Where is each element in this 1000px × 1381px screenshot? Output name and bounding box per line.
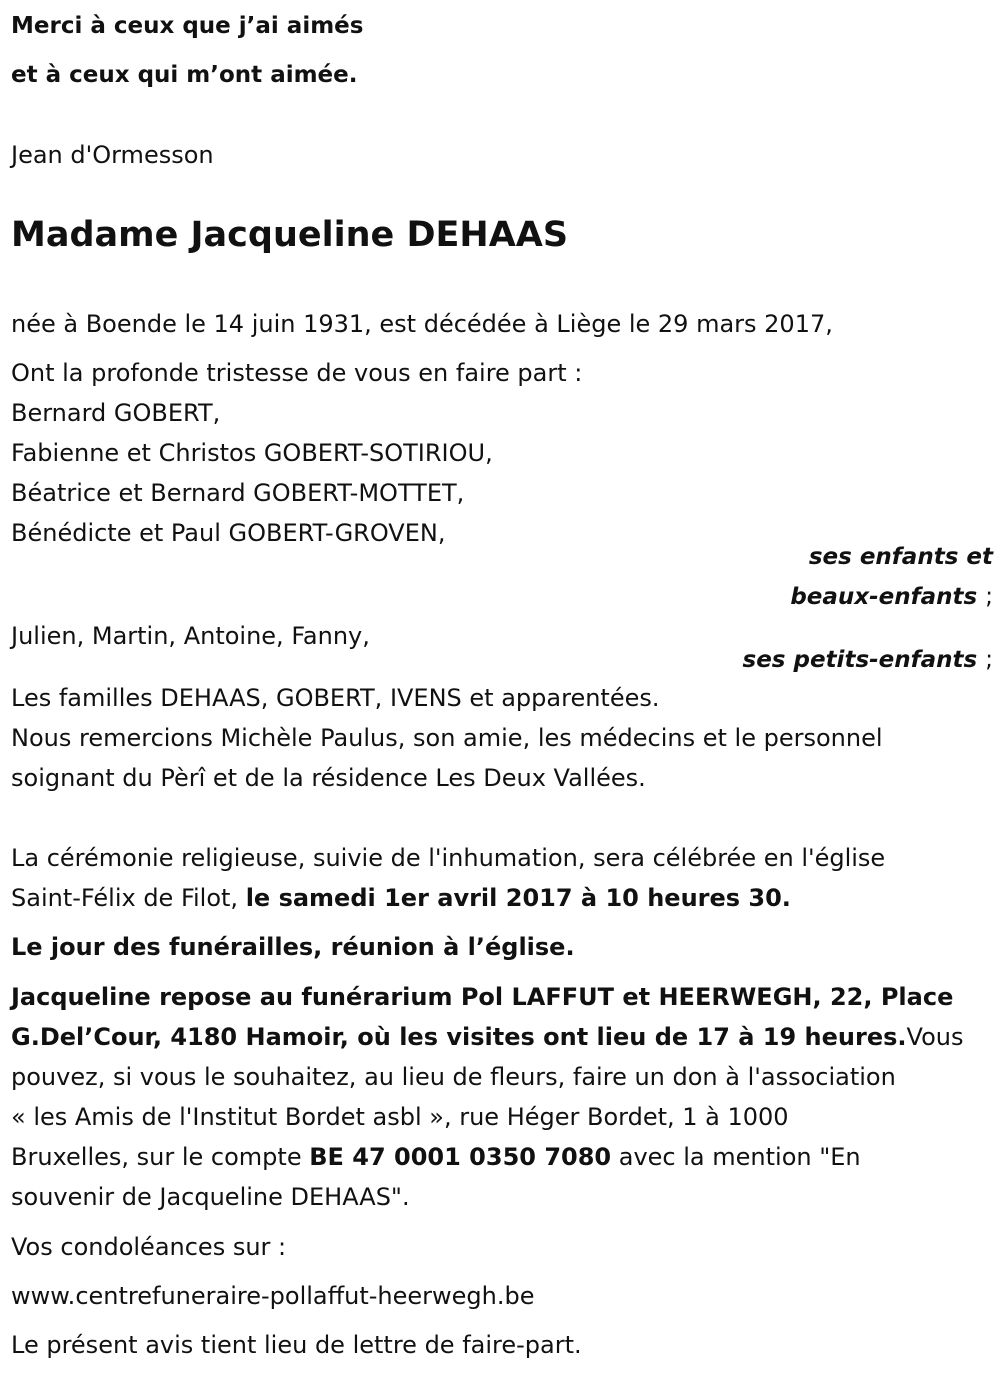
grandchildren-line: Julien, Martin, Antoine, Fanny, <box>11 622 370 650</box>
funeral-home-line-1 <box>11 982 953 1012</box>
children-role-line-1 <box>809 542 993 572</box>
role-semicolon: ; <box>985 584 993 610</box>
thanks-line-1: Nous remercions Michèle Paulus, son amie, les médecins et le personnel <box>11 724 883 752</box>
children-role-text-1: ses enfants et <box>808 544 993 570</box>
funeral-home-address: G.Del’Cour, 4180 Hamoir, où les visites ont lieu de 17 à 19 heures. <box>11 1023 907 1051</box>
donation-line-3 <box>11 1142 861 1172</box>
birth-death-line: née à Boende le 14 juin 1931, est décédée à Liège le 29 mars 2017, <box>11 310 833 338</box>
quote-line-2: et à ceux qui m’ont aimée. <box>11 62 358 88</box>
role-semicolon: ; <box>985 647 993 673</box>
bank-account: BE 47 0001 0350 7080 <box>309 1143 612 1171</box>
child-line: Bénédicte et Paul GOBERT-GROVEN, <box>11 519 446 547</box>
donation-line-1: pouvez, si vous le souhaitez, au lieu de fleurs, faire un don à l'association <box>11 1063 896 1091</box>
announcement-intro: Ont la profonde tristesse de vous en faire part : <box>11 359 583 387</box>
gathering-line <box>11 932 575 962</box>
donation-mention: avec la mention "En <box>611 1143 861 1171</box>
families-line: Les familles DEHAAS, GOBERT, IVENS et apparentées. <box>11 684 660 712</box>
donation-city: Bruxelles, sur le compte <box>11 1143 310 1171</box>
children-role-text-2: beaux-enfants <box>790 584 978 610</box>
ceremony-line-2 <box>11 883 791 913</box>
donation-line-2: « les Amis de l'Institut Bordet asbl », rue Héger Bordet, 1 à 1000 <box>11 1103 789 1131</box>
quote-author: Jean d'Ormesson <box>11 141 214 169</box>
donation-start: Vous <box>906 1023 964 1051</box>
ceremony-line-1: La cérémonie religieuse, suivie de l'inhumation, sera célébrée en l'église <box>11 844 886 872</box>
grandchildren-role-text: ses petits-enfants <box>742 647 978 673</box>
children-role-line-2 <box>790 582 993 612</box>
funeral-home-line-2 <box>11 1022 963 1052</box>
thanks-line-2: soignant du Pèrî et de la résidence Les Deux Vallées. <box>11 764 646 792</box>
ceremony-date: le samedi 1er avril 2017 à 10 heures 30. <box>245 884 791 912</box>
donation-line-4: souvenir de Jacqueline DEHAAS". <box>11 1183 410 1211</box>
footer-note: Le présent avis tient lieu de lettre de faire-part. <box>11 1331 582 1359</box>
deceased-name: Madame Jacqueline DEHAAS <box>11 215 569 255</box>
child-line: Bernard GOBERT, <box>11 399 221 427</box>
condolences-label: Vos condoléances sur : <box>11 1233 287 1261</box>
grandchildren-role-line <box>743 645 993 675</box>
child-line: Béatrice et Bernard GOBERT-MOTTET, <box>11 479 465 507</box>
funeral-home-text-1: Jacqueline repose au funérarium Pol LAFFUT et HEERWEGH, 22, Place <box>11 983 954 1011</box>
ceremony-place: Saint-Félix de Filot, <box>11 884 246 912</box>
quote-line-1: Merci à ceux que j’ai aimés <box>11 13 364 39</box>
condolences-website: www.centrefuneraire-pollaffut-heerwegh.be <box>11 1282 535 1310</box>
child-line: Fabienne et Christos GOBERT-SOTIRIOU, <box>11 439 493 467</box>
gathering-text: Le jour des funérailles, réunion à l’église. <box>11 933 575 961</box>
